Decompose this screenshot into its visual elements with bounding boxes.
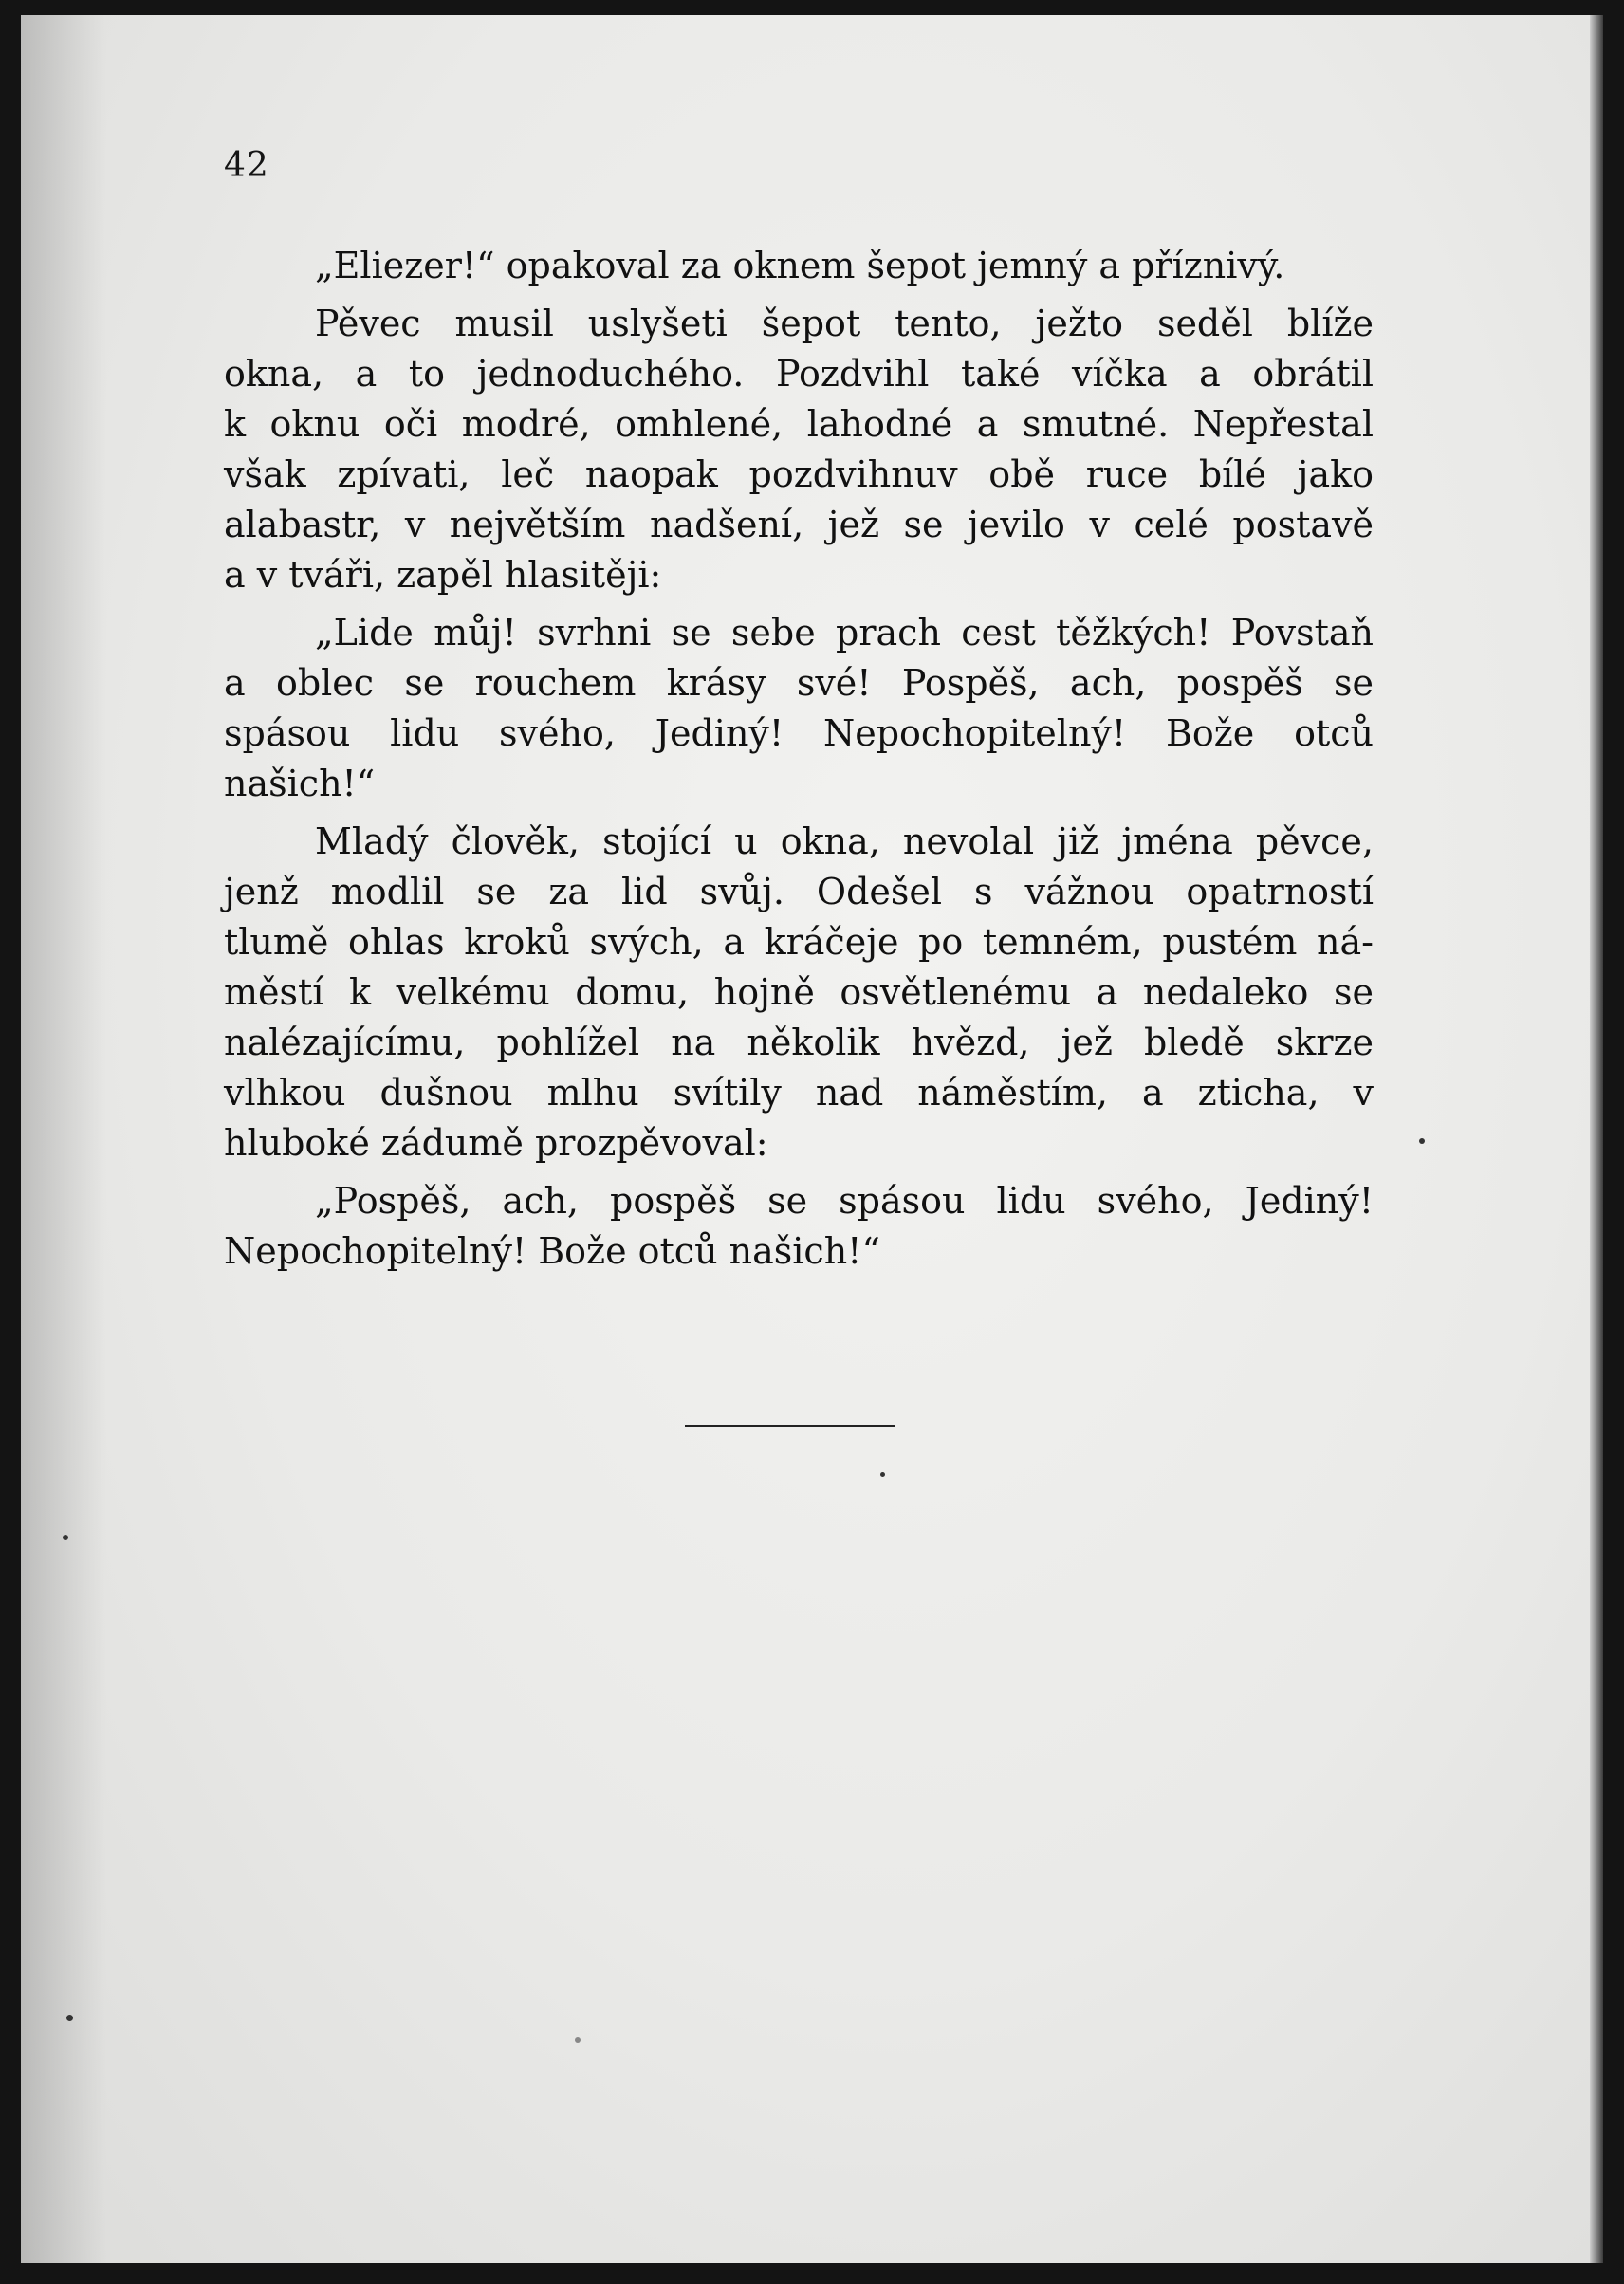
text-line: Nepochopitelný! Bože otců našich!“ xyxy=(224,1230,880,1272)
text-line: okna, a to jednoduchého. Pozdvihl také víčka a obrátil xyxy=(224,353,1374,395)
text-line: spásou lidu svého, Jediný! Nepochopitelný! Bože otců xyxy=(224,712,1374,754)
text-line: hluboké zádumě prozpěvoval: xyxy=(224,1122,768,1164)
page-edge-shadow xyxy=(1590,15,1603,2263)
text-line: jenž modlil se za lid svůj. Odešel s vážnou opatrností xyxy=(224,871,1374,912)
paragraph-1 xyxy=(224,241,1374,291)
text-line: a oblec se rouchem krásy své! Pospěš, ach, pospěš se xyxy=(224,662,1374,704)
text-line: „Eliezer!“ opakoval za oknem šepot jemný a příznivý. xyxy=(315,245,1285,286)
scan-speck xyxy=(66,2015,73,2021)
paragraph-5 xyxy=(224,1176,1374,1277)
text-line: Pěvec musil uslyšeti šepot tento, ježto seděl blíže xyxy=(315,303,1374,344)
text-line: nalézajícímu, pohlížel na několik hvězd, jež bledě skrze xyxy=(224,1022,1374,1063)
book-page xyxy=(21,15,1603,2263)
text-line: k oknu oči modré, omhlené, lahodné a smutné. Nepřestal xyxy=(224,403,1374,445)
text-line: našich!“ xyxy=(224,763,376,804)
text-line: tlumě ohlas kroků svých, a kráčeje po temném, pustém ná- xyxy=(224,921,1374,963)
text-line: Mladý člověk, stojící u okna, nevolal již jména pěvce, xyxy=(315,820,1374,862)
text-line: alabastr, v největším nadšení, jež se jevilo v celé postavě xyxy=(224,504,1374,545)
text-line: městí k velkému domu, hojně osvětlenému a nedaleko se xyxy=(224,971,1374,1013)
paragraph-4 xyxy=(224,817,1374,1169)
scan-speck xyxy=(63,1535,68,1540)
text-line: vlhkou dušnou mlhu svítily nad náměstím, a zticha, v xyxy=(224,1072,1374,1114)
scan-speck xyxy=(880,1472,885,1477)
text-line: však zpívati, leč naopak pozdvihnuv obě ruce bílé jako xyxy=(224,453,1374,495)
page-number: 42 xyxy=(224,146,269,185)
text-line: „Lide můj! svrhni se sebe prach cest těžkých! Povstaň xyxy=(315,612,1374,654)
scan-speck xyxy=(1419,1138,1425,1144)
body-text xyxy=(224,241,1374,1284)
scan-speck xyxy=(575,2037,581,2043)
text-line: a v tváři, zapěl hlasitěji: xyxy=(224,554,662,596)
paragraph-2 xyxy=(224,299,1374,600)
section-separator-rule xyxy=(685,1425,895,1428)
paragraph-3 xyxy=(224,608,1374,809)
text-line: „Pospěš, ach, pospěš se spásou lidu svého, Jediný! xyxy=(315,1180,1374,1222)
